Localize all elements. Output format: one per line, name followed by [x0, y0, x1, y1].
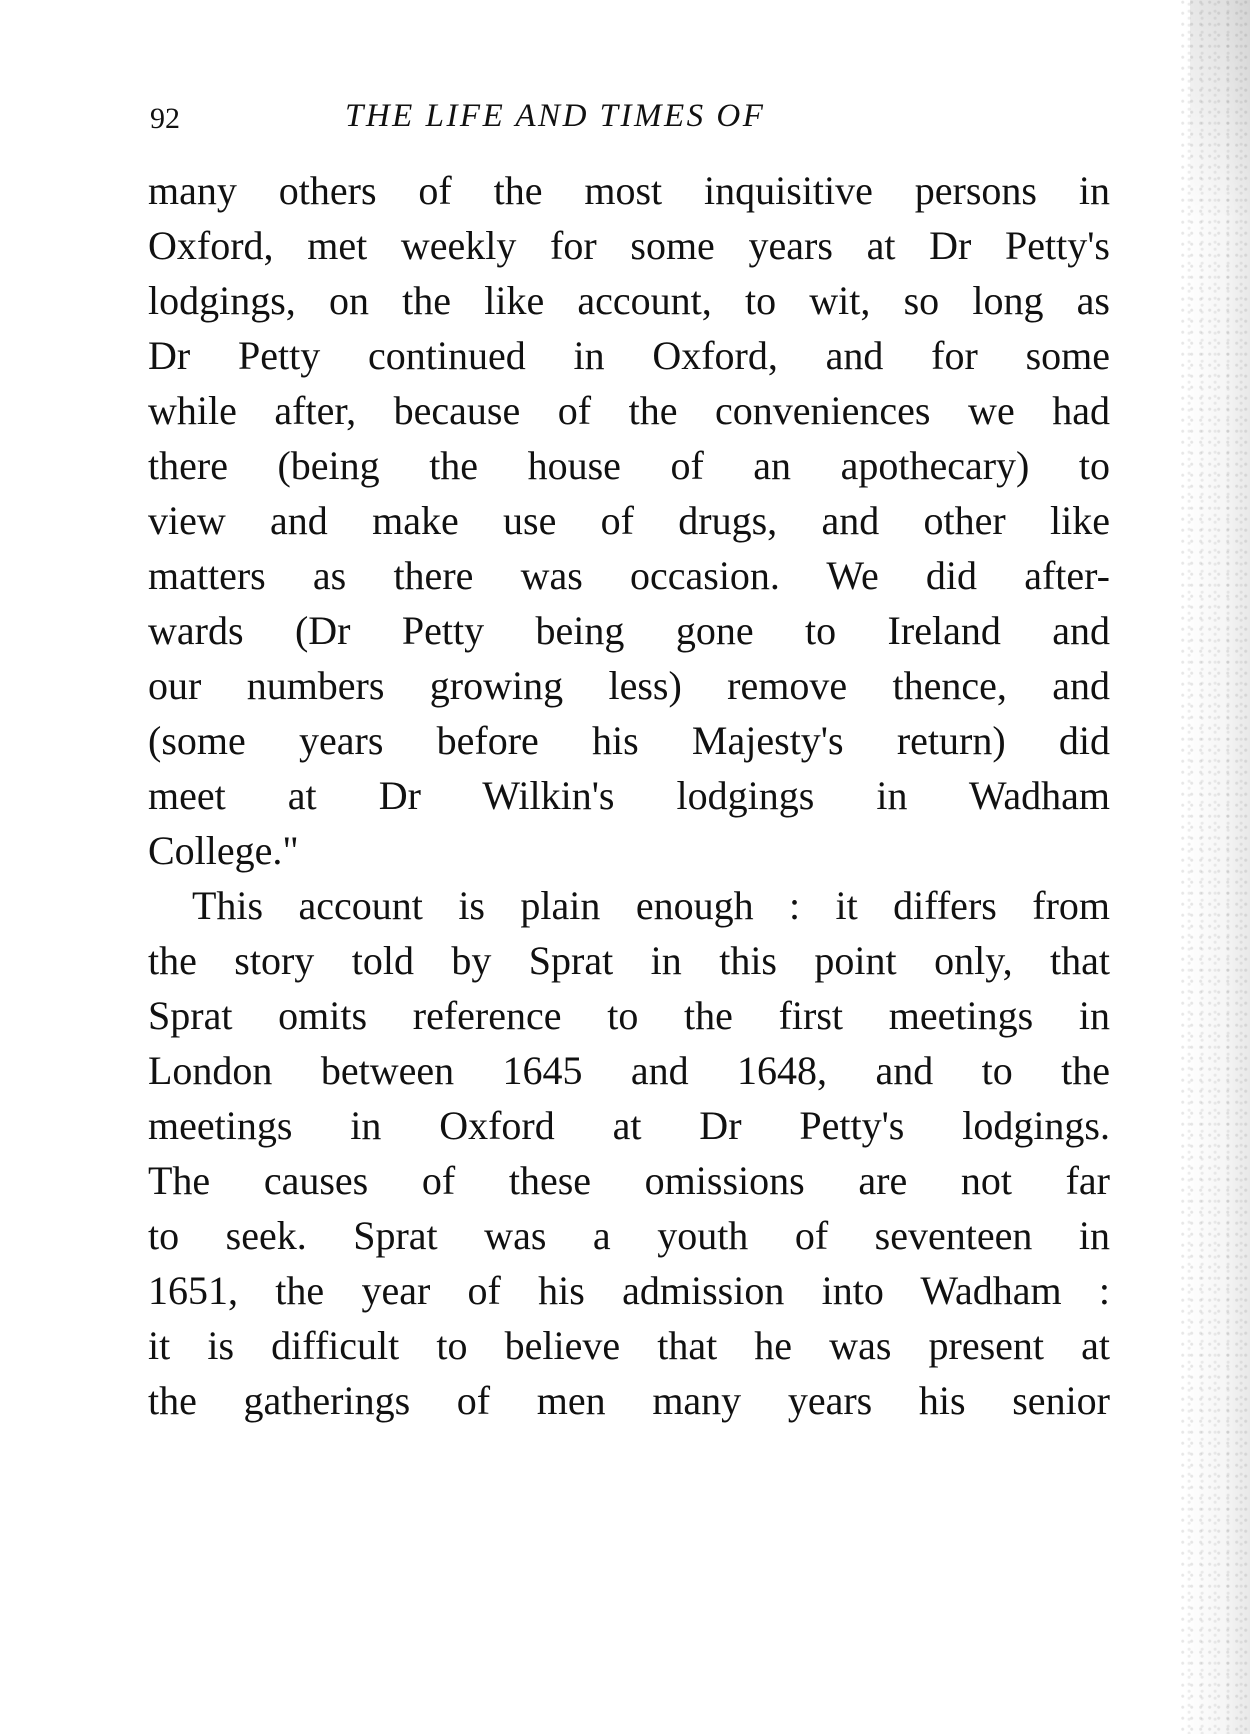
text-line: view and make use of drugs, and other like — [148, 498, 1110, 543]
text-line: matters as there was occasion. We did after- — [148, 553, 1110, 598]
text-line: while after, because of the conveniences we had — [148, 388, 1110, 433]
text-line: lodgings, on the like account, to wit, so long as — [148, 278, 1110, 323]
paper-edge-shadow — [1190, 0, 1250, 220]
text-line: there (being the house of an apothecary) to — [148, 443, 1110, 488]
text-line: the gatherings of men many years his senior — [148, 1378, 1110, 1423]
body-text — [148, 163, 1110, 1428]
running-title: THE LIFE AND TIMES OF — [345, 98, 766, 134]
text-line: our numbers growing less) remove thence, and — [148, 663, 1110, 708]
page-number: 92 — [150, 102, 180, 135]
text-line: This account is plain enough : it differs from — [192, 883, 1110, 928]
text-line: College." — [148, 828, 299, 873]
text-line: meet at Dr Wilkin's lodgings in Wadham — [148, 773, 1110, 818]
text-line: Dr Petty continued in Oxford, and for some — [148, 333, 1110, 378]
text-line: to seek. Sprat was a youth of seventeen in — [148, 1213, 1110, 1258]
text-line: London between 1645 and 1648, and to the — [148, 1048, 1110, 1093]
text-line: (some years before his Majesty's return) did — [148, 718, 1110, 763]
text-line: the story told by Sprat in this point only, that — [148, 938, 1110, 983]
text-line: wards (Dr Petty being gone to Ireland and — [148, 608, 1110, 653]
text-line: 1651, the year of his admission into Wadham : — [148, 1268, 1110, 1313]
text-line: meetings in Oxford at Dr Petty's lodgings. — [148, 1103, 1110, 1148]
text-line: it is difficult to believe that he was present at — [148, 1323, 1110, 1368]
text-line: many others of the most inquisitive persons in — [148, 168, 1110, 213]
text-line: Sprat omits reference to the first meetings in — [148, 993, 1110, 1038]
paper-edge — [1180, 0, 1250, 1734]
text-line: The causes of these omissions are not far — [148, 1158, 1110, 1203]
text-line: Oxford, met weekly for some years at Dr Petty's — [148, 223, 1110, 268]
page-header — [150, 98, 1110, 148]
